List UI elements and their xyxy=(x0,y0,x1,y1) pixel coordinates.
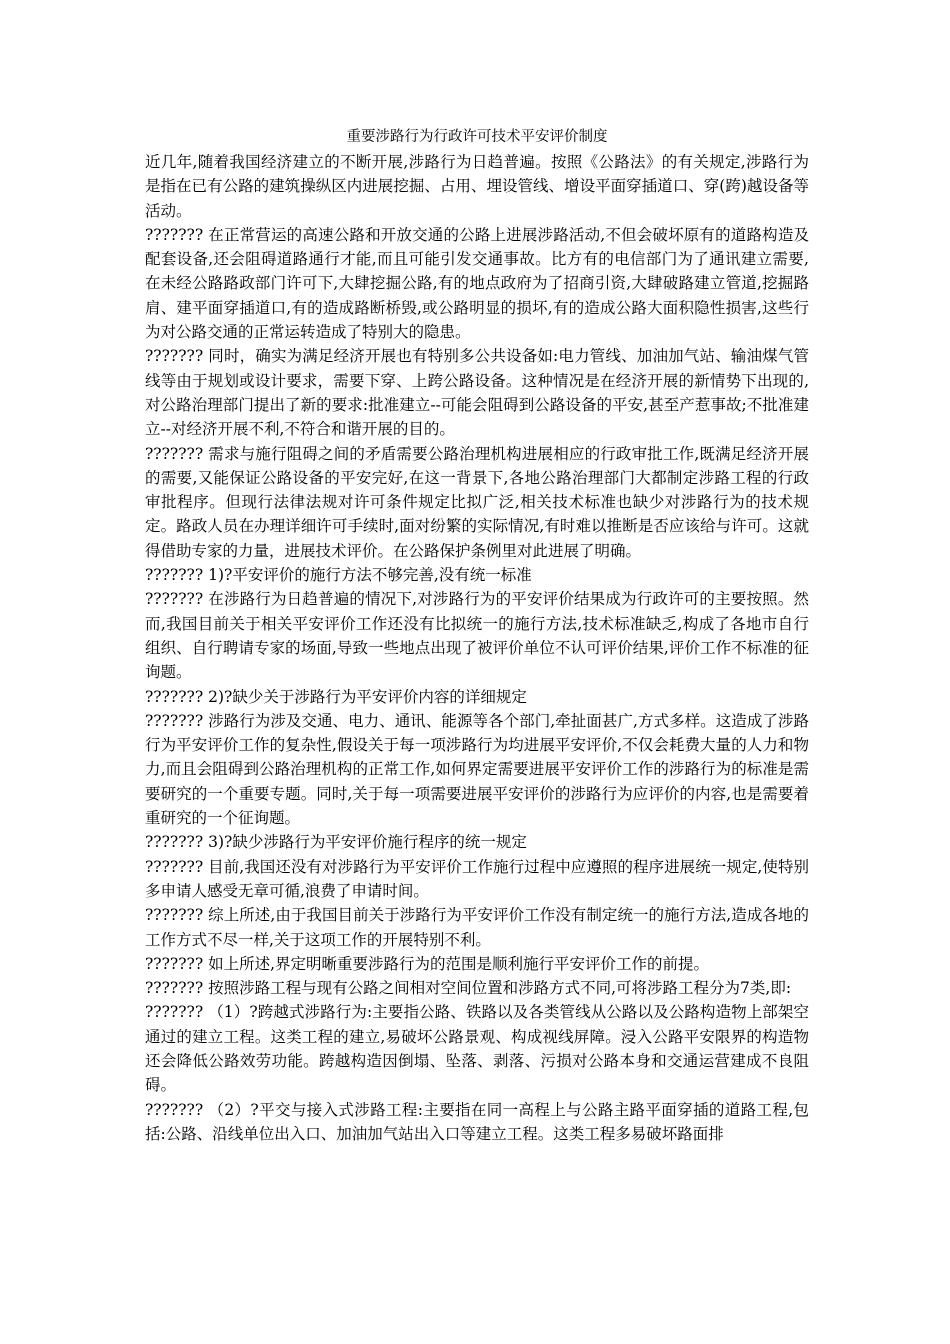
paragraph-4: ??????? 需求与施行阻碍之间的矛盾需要公路治理机构进展相应的行政审批工作,既满足经济开展的需要,又能保证公路设备的平安完好,在这一背景下,各地公路治理部门大都制定涉路工程的行政审批程序。但现行法律法规对许可条件规定比拟广泛,相关技术标准也缺少对涉路行为的技术规定。路政人员在办理详细许可手续时,面对纷繁的实际情况,有时难以推断是否应该给与许可。这就得借助专家的力量，进展技术评价。在公路保护条例里对此进展了明确。 xyxy=(145,444,809,560)
paragraph-13: ??????? 按照涉路工程与现有公路之间相对空间位置和涉路方式不同,可将涉路工程分为7类,即: xyxy=(145,979,792,998)
paragraph-9: ??????? 3)?缺少涉路行为平安评价施行程序的统一规定 xyxy=(145,833,527,852)
paragraph-10: ??????? 目前,我国还没有对涉路行为平安评价工作施行过程中应遵照的程序进展统一规定,使特别多申请人感受无章可循,浪费了申请时间。 xyxy=(145,857,809,900)
paragraph-12: ??????? 如上所述,界定明晰重要涉路行为的范围是顺利施行平安评价工作的前提。 xyxy=(145,954,710,973)
paragraph-7: ??????? 2)?缺少关于涉路行为平安评价内容的详细规定 xyxy=(145,687,527,706)
paragraph-6: ??????? 在涉路行为日趋普遍的情况下,对涉路行为的平安评价结果成为行政许可的主要按照。然而,我国目前关于相关平安评价工作还没有比拟统一的施行方法,技术标准缺乏,构成了各地市自行组织、自行聘请专家的场面,导致一些地点出现了被评价单位不认可评价结果,评价工作不标准的征询题。 xyxy=(145,590,809,682)
paragraph-8: ??????? 涉路行为涉及交通、电力、通讯、能源等各个部门,牵扯面甚广,方式多样。这造成了涉路行为平安评价工作的复杂性,假设关于每一项涉路行为均进展平安评价,不仅会耗费大量的人力和物力,而且会阻碍到公路治理机构的正常工作,如何界定需要进展平安评价工作的涉路行为的标准是需要研究的一个重要专题。同时,关于每一项需要进展平安评价的涉路行为应评价的内容,也是需要着重研究的一个征询题。 xyxy=(145,711,809,828)
paragraph-2: ??????? 在正常营运的高速公路和开放交通的公路上进展涉路活动,不但会破坏原有的道路构造及配套设备,还会阻碍道路通行才能,而且可能引发交通事故。比方有的电信部门为了通讯建立需要,在未经公路路政部门许可下,大肆挖掘公路,有的地点政府为了招商引资,大肆破路建立管道,挖掘路肩、建平面穿插道口,有的造成路断桥毁,或公路明显的损坏,有的造成公路大面积隐性损害,这些行为对公路交通的正常运转造成了特别大的隐患。 xyxy=(145,225,809,342)
paragraph-11: ??????? 综上所述,由于我国目前关于涉路行为平安评价工作没有制定统一的施行方法,造成各地的工作方式不尽一样,关于这项工作的开展特别不利。 xyxy=(145,906,809,949)
paragraph-15: ??????? （2）?平交与接入式涉路工程:主要指在同一高程上与公路主路平面穿插的道路工程,包括:公路、沿线单位出入口、加油加气站出入口等建立工程。这类工程多易破坏路面排 xyxy=(145,1100,809,1143)
paragraph-3: ??????? 同时，确实为满足经济开展也有特别多公共设备如:电力管线、加油加气站、输油煤气管线等由于规划或设计要求，需要下穿、上跨公路设备。这种情况是在经济开展的新情势下出现的,对公路治理部门提出了新的要求:批准建立--可能会阻碍到公路设备的平安,甚至产惹事故;不批准建立--对经济开展不利,不符合和谐开展的目的。 xyxy=(145,347,809,439)
paragraph-1: 近几年,随着我国经济建立的不断开展,涉路行为日趋普遍。按照《公路法》的有关规定,涉路行为是指在已有公路的建筑操纵区内进展挖掘、占用、埋设管线、增设平面穿插道口、穿(跨)越设备等活动。 xyxy=(145,153,809,220)
document-title: 重要涉路行为行政许可技术平安评价制度 xyxy=(346,129,608,145)
document-page xyxy=(145,126,809,1146)
paragraph-5: ??????? 1)?平安评价的施行方法不够完善,没有统一标准 xyxy=(145,566,532,585)
paragraph-14: ??????? （1）?跨越式涉路行为:主要指公路、铁路以及各类管线从公路以及公路构造物上部架空通过的建立工程。这类工程的建立,易破坏公路景观、构成视线屏障。浸入公路平安限界的构造物还会降低公路效劳功能。跨越构造因倒塌、坠落、剥落、污损对公路本身和交通运营建成不良阻碍。 xyxy=(145,1003,809,1095)
